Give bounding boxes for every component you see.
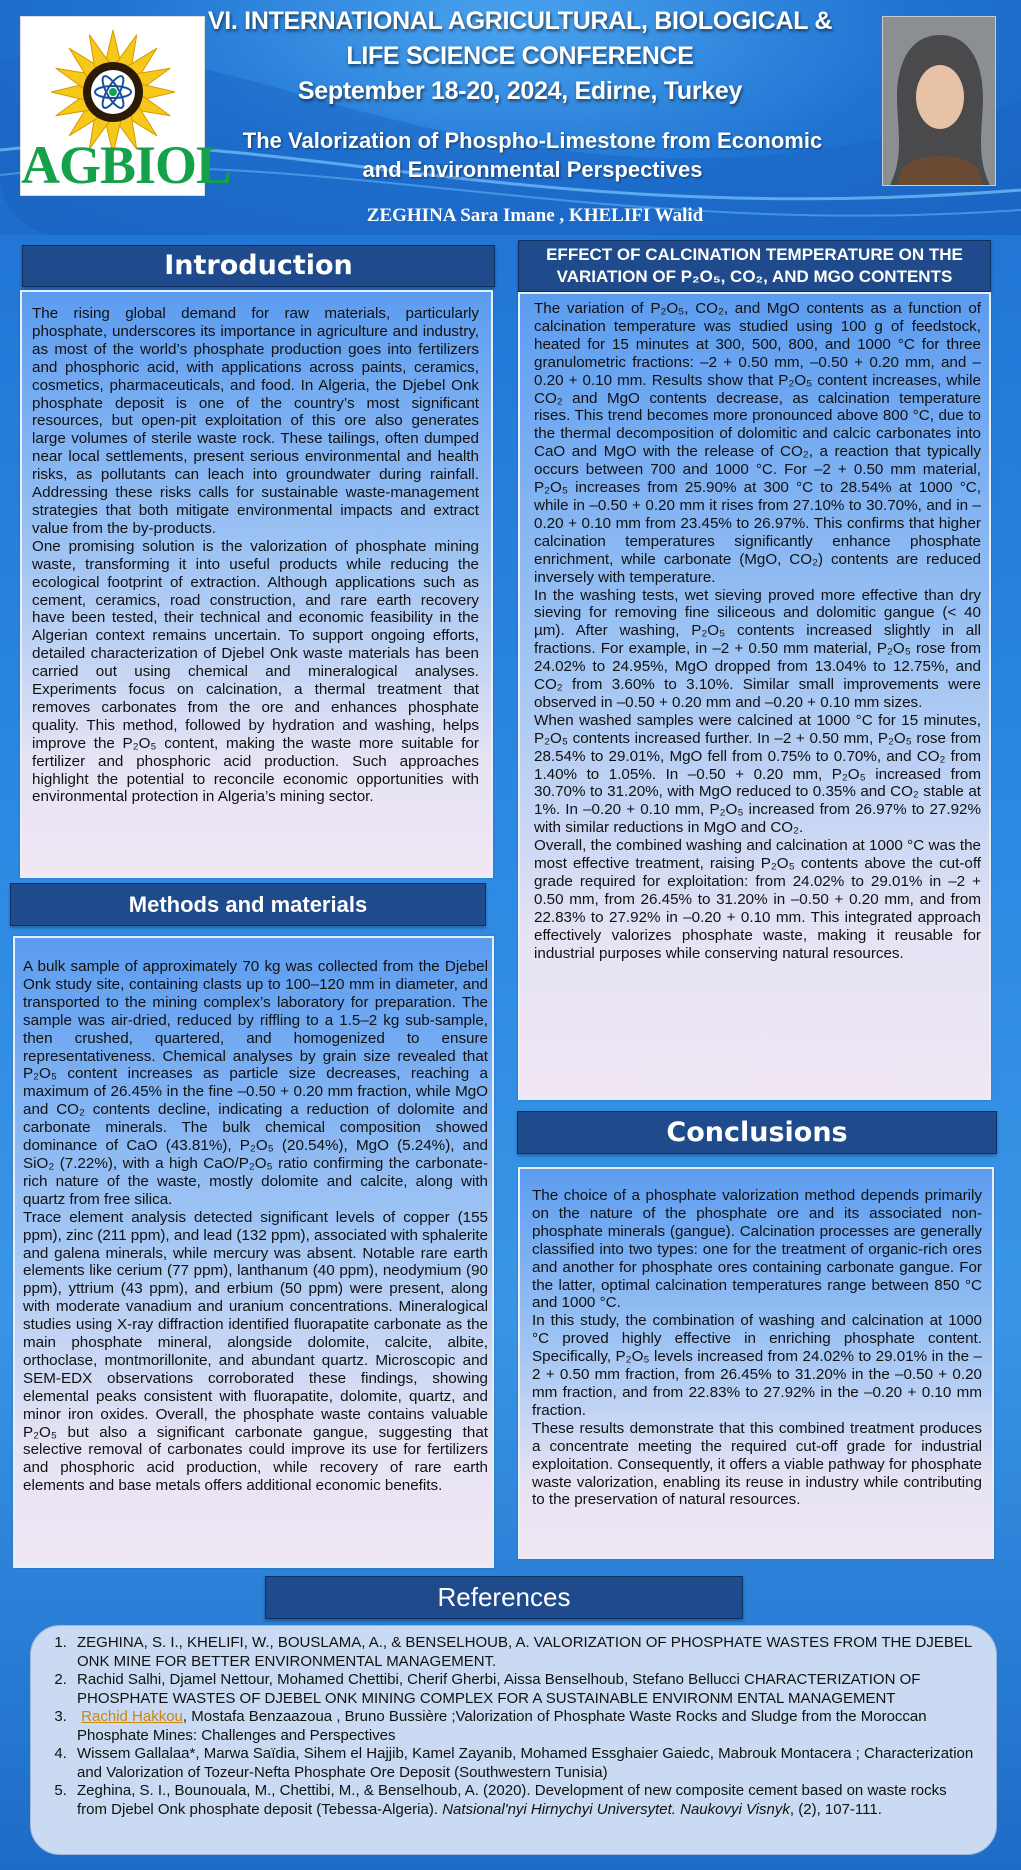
reference-3-author-link[interactable]: Rachid Hakkou [81, 1708, 183, 1725]
effect-heading [518, 240, 991, 292]
reference-2-text: Rachid Salhi, Djamel Nettour, Mohamed Chettibi, Cherif Gherbi, Aissa Benselhoub, Stefano Bellucci CHARACTERIZATION OF PHOSPHATE WASTES OF DJEBEL ONK MINING COMPLEX FOR A SUSTAINABLE ENVIRONM ENTAL MANAGEMENT [77, 1671, 921, 1707]
logo-text: AGBIOL [21, 135, 232, 195]
effect-paragraph-4: Overall, the combined washing and calcination at 1000 °C was the most effective treatment, raising P₂O₅ contents above the cut-off grade required for exploitation: from 24.02% to 29.01% in –2 + 0.50 mm, from 26.45% to 31.20% in –0.50 + 0.20 mm, and from 22.83% to 27.92% in –0.20 + 0.10 mm. This integrated approach effectively valorizes phosphate waste, making it reusable for industrial purposes while conserving natural resources. [534, 837, 981, 962]
introduction-panel [20, 290, 493, 878]
conference-title-line1: VI. INTERNATIONAL AGRICULTURAL, BIOLOGICAL & [207, 7, 833, 35]
reference-4-text: Wissem Gallalaa*, Marwa Saïdia, Sihem el Hajjib, Kamel Zayanib, Mohamed Essghaier Gaiedc, Mabrouk Montacera ; Characterization and Valorization of Tozeur-Nefta Phosphate Ore Deposit (Southwestern Tunisia) [77, 1745, 974, 1781]
effect-paragraph-3: When washed samples were calcined at 1000 °C for 15 minutes, P₂O₅ contents increased further. In –2 + 0.50 mm, P₂O₅ rose from 28.54% to 29.01%, MgO fell from 0.75% to 0.70%, and CO₂ from 1.40% to 1.05%. In –0.50 + 0.20 mm, P₂O₅ increased from 30.70% to 31.20%, with MgO reduced to 0.35% and CO₂ stable at 1%. In –0.20 + 0.10 mm, P₂O₅ increased from 26.97% to 27.92% with similar reductions in MgO and CO₂. [534, 711, 981, 837]
introduction-heading: Introduction [22, 245, 495, 287]
agbiol-logo [20, 16, 232, 196]
conference-title-line2: LIFE SCIENCE CONFERENCE [346, 42, 694, 70]
conclusions-paragraph-3: These results demonstrate that this combined treatment produces a concentrate meeting the required cut-off grade for industrial exploitation. Consequently, it offers a viable pathway for phosphate waste valorization, enabling its reuse in industry while contributing to the preservation of natural resources. [532, 1419, 982, 1509]
references-panel [30, 1625, 997, 1855]
methods-paragraph-2: Trace element analysis detected significant levels of copper (155 ppm), zinc (211 ppm), and lead (132 ppm), associated with sphalerite and galena minerals, while mercury was absent. Notable rare earth elements like cerium (77 ppm), lanthanum (40 ppm), neodymium (90 ppm), yttrium (43 ppm), and erbium (50 ppm) were present, along with moderate vanadium and uranium concentrations. Mineralogical studies using X-ray diffraction identified fluorapatite carbonate as the main phosphate mineral, alongside dolomite, calcite, albite, orthoclase, montmorillonite, and abundant quartz. Microscopic and SEM-EDX observations corroborated these findings, showing elemental peaks consistent with fluorapatite, dolomite, quartz, and minor iron oxides. Overall, the phosphate waste contains valuable P₂O₅ but also a significant carbonate gangue, suggesting that selective removal of carbonates could improve its use for fertilizers and phosphoric acid production, while recovery of rare earth elements and base metals offers additional economic benefits. [23, 1208, 488, 1495]
author-portrait-icon [883, 17, 996, 186]
effect-paragraph-1: The variation of P₂O₅, CO₂, and MgO contents as a function of calcination temperature was studied using 100 g of feedstock, heated for 15 minutes at 300, 500, 800, and 1000 °C for three granulometric fractions: –2 + 0.50 mm, –0.50 + 0.20 mm, and –0.20 + 0.10 mm. Results show that P₂O₅ content increases, while CO₂ and MgO contents decrease, as calcination temperature rises. This trend becomes more pronounced above 800 °C, due to the thermal decomposition of dolomitic and calcic carbonates into CaO and MgO with the release of CO₂, a reaction that typically occurs between 700 and 1000 °C. For –2 + 0.50 mm material, P₂O₅ increases from 25.90% at 300 °C to 28.54% at 1000 °C, while in –0.50 + 0.20 mm it rises from 27.10% to 30.70%, and in –0.20 + 0.10 mm from 23.45% to 26.97%. This confirms that higher calcination temperatures significantly enhance phosphate enrichment, while carbonate (MgO, CO₂) contents are reduced inversely with temperature. [534, 300, 981, 586]
poster-title [200, 126, 865, 184]
reference-5-journal: Natsional'nyi Hirnychyi Universytet. Naukovyi Visnyk [442, 1800, 790, 1818]
introduction-paragraph-2: One promising solution is the valorization of phosphate mining waste, transforming it into useful products while reducing the ecological footprint of extraction. Although applications such as cement, ceramics, road construction, and rare earth recovery have been tested, their technical and economic feasibility in the Algerian context remains uncertain. To support ongoing efforts, detailed characterization of Djebel Onk waste materials has been carried out using chemical and mineralogical analyses. Experiments focus on calcination, a thermal treatment that removes carbonates from the ore and enhances phosphate quality. This method, followed by hydration and washing, helps improve the P₂O₅ content, making the waste more suitable for fertilizer and phosphoric acid production. Such approaches highlight the potential to reconcile economic opportunities with environmental protection in Algeria’s mining sector. [32, 537, 479, 806]
poster-title-line1: The Valorization of Phospho-Limestone from Economic [242, 128, 823, 153]
reference-item [71, 1634, 980, 1671]
conference-title [200, 4, 840, 109]
effect-heading-line2: VARIATION OF P₂O₅, CO₂, AND MGO CONTENTS [556, 267, 953, 286]
methods-panel [13, 936, 494, 1568]
effect-heading-line1: EFFECT OF CALCINATION TEMPERATURE ON THE [546, 245, 963, 264]
reference-item [71, 1671, 980, 1708]
reference-3-text: , Mostafa Benzaazoua , Bruno Bussière ;Valorization of Phosphate Waste Rocks and Sludge from the Moroccan Phosphate Mines: Challenges and Perspectives [77, 1708, 927, 1744]
effect-panel [518, 292, 991, 1100]
references-heading: References [265, 1576, 743, 1619]
conference-date: September 18-20, 2024, Edirne, Turkey [297, 77, 743, 105]
effect-paragraph-2: In the washing tests, wet sieving proved more effective than dry sieving for removing fine siliceous and dolomitic gangue (< 40 µm). After washing, P₂O₅ contents increased slightly in all fractions. For example, in –2 + 0.50 mm material, P₂O₅ rose from 24.02% to 24.95%, MgO dropped from 13.04% to 12.75%, and CO₂ from 3.60% to 3.10%. Similar small improvements were observed in –0.50 + 0.20 mm and –0.20 + 0.10 mm sizes. [534, 586, 981, 711]
reference-item [71, 1708, 980, 1745]
poster-title-line2: and Environmental Perspectives [362, 157, 703, 182]
conclusions-paragraph-1: The choice of a phosphate valorization method depends primarily on the nature of the phosphate ore and its associated non-phosphate minerals (gangue). Calcination processes are generally classified into two types: one for the treatment of organic-rich ores and another for phosphate ores containing carbonate gangue. For the latter, optimal calcination temperatures range between 850 °C and 1000 °C. [532, 1187, 982, 1312]
conclusions-heading: Conclusions [517, 1111, 997, 1154]
methods-paragraph-1: A bulk sample of approximately 70 kg was collected from the Djebel Onk study site, containing clasts up to 100–120 mm in diameter, and transported to the mining complex’s laboratory for preparation. The sample was air-dried, reduced by riffling to a 1.5–2 kg sub-sample, then crushed, quartered, and homogenized to ensure representativeness. Chemical analyses by grain size revealed that P₂O₅ content increases as particle size decreases, reaching a maximum of 26.45% in the fine –0.50 + 0.20 mm fraction, while MgO and CO₂ contents decline, indicating a reduction of dolomite and carbonate minerals. The bulk chemical composition showed dominance of CaO (43.81%), P₂O₅ (20.54%), MgO (5.24%), and SiO₂ (7.22%), with a high CaO/P₂O₅ ratio confirming the carbonate-rich nature of the waste, mostly dolomite and calcite, along with quartz from free silica. [23, 958, 488, 1208]
reference-item [71, 1782, 980, 1819]
reference-item [71, 1745, 980, 1782]
conclusions-paragraph-2: In this study, the combination of washing and calcination at 1000 °C proved highly effective in enriching phosphate content. Specifically, P₂O₅ levels increased from 24.02% to 29.01% in the –2 + 0.50 mm fraction, from 26.45% to 31.20% in the –0.50 + 0.20 mm fraction, and from 22.83% to 27.92% in the –0.20 + 0.10 mm fraction. [532, 1312, 982, 1419]
reference-5-text: Zeghina, S. I., Bounouala, M., Chettibi, M., & Benselhoub, A. (2020). Development of new composite cement based on waste rocks from Djebel Onk phosphate deposit (Tebessa-Algeria). [77, 1782, 947, 1818]
author-photo [882, 16, 996, 186]
authors: ZEGHINA Sara Imane , KHELIFI Walid [366, 205, 704, 226]
conclusions-panel [518, 1167, 994, 1559]
introduction-paragraph-1: The rising global demand for raw materials, particularly phosphate, underscores its importance in agriculture and industry, as most of the world’s phosphate production goes into fertilizers and phosphoric acid, with applications across paints, ceramics, cosmetics, pharmaceuticals, and food. In Algeria, the Djebel Onk phosphate deposit is one of the country’s most significant resources, but open-pit exploitation of this ore also generates large volumes of sterile waste rock. These tailings, often dumped near local settlements, present serious environmental and health risks, as pollutants can leach into groundwater during rainfall. Addressing these risks calls for sustainable waste-management strategies that both mitigate environmental impacts and extract value from the by-products. [32, 305, 479, 537]
references-list [71, 1634, 980, 1819]
reference-1-text: ZEGHINA, S. I., KHELIFI, W., BOUSLAMA, A., & BENSELHOUB, A. VALORIZATION OF PHOSPHATE WASTES FROM THE DJEBEL ONK MINE FOR BETTER ENVIRONMENTAL MANAGEMENT. [77, 1634, 972, 1670]
methods-heading: Methods and materials [10, 883, 486, 926]
reference-5-end: , (2), 107-111. [789, 1800, 882, 1818]
